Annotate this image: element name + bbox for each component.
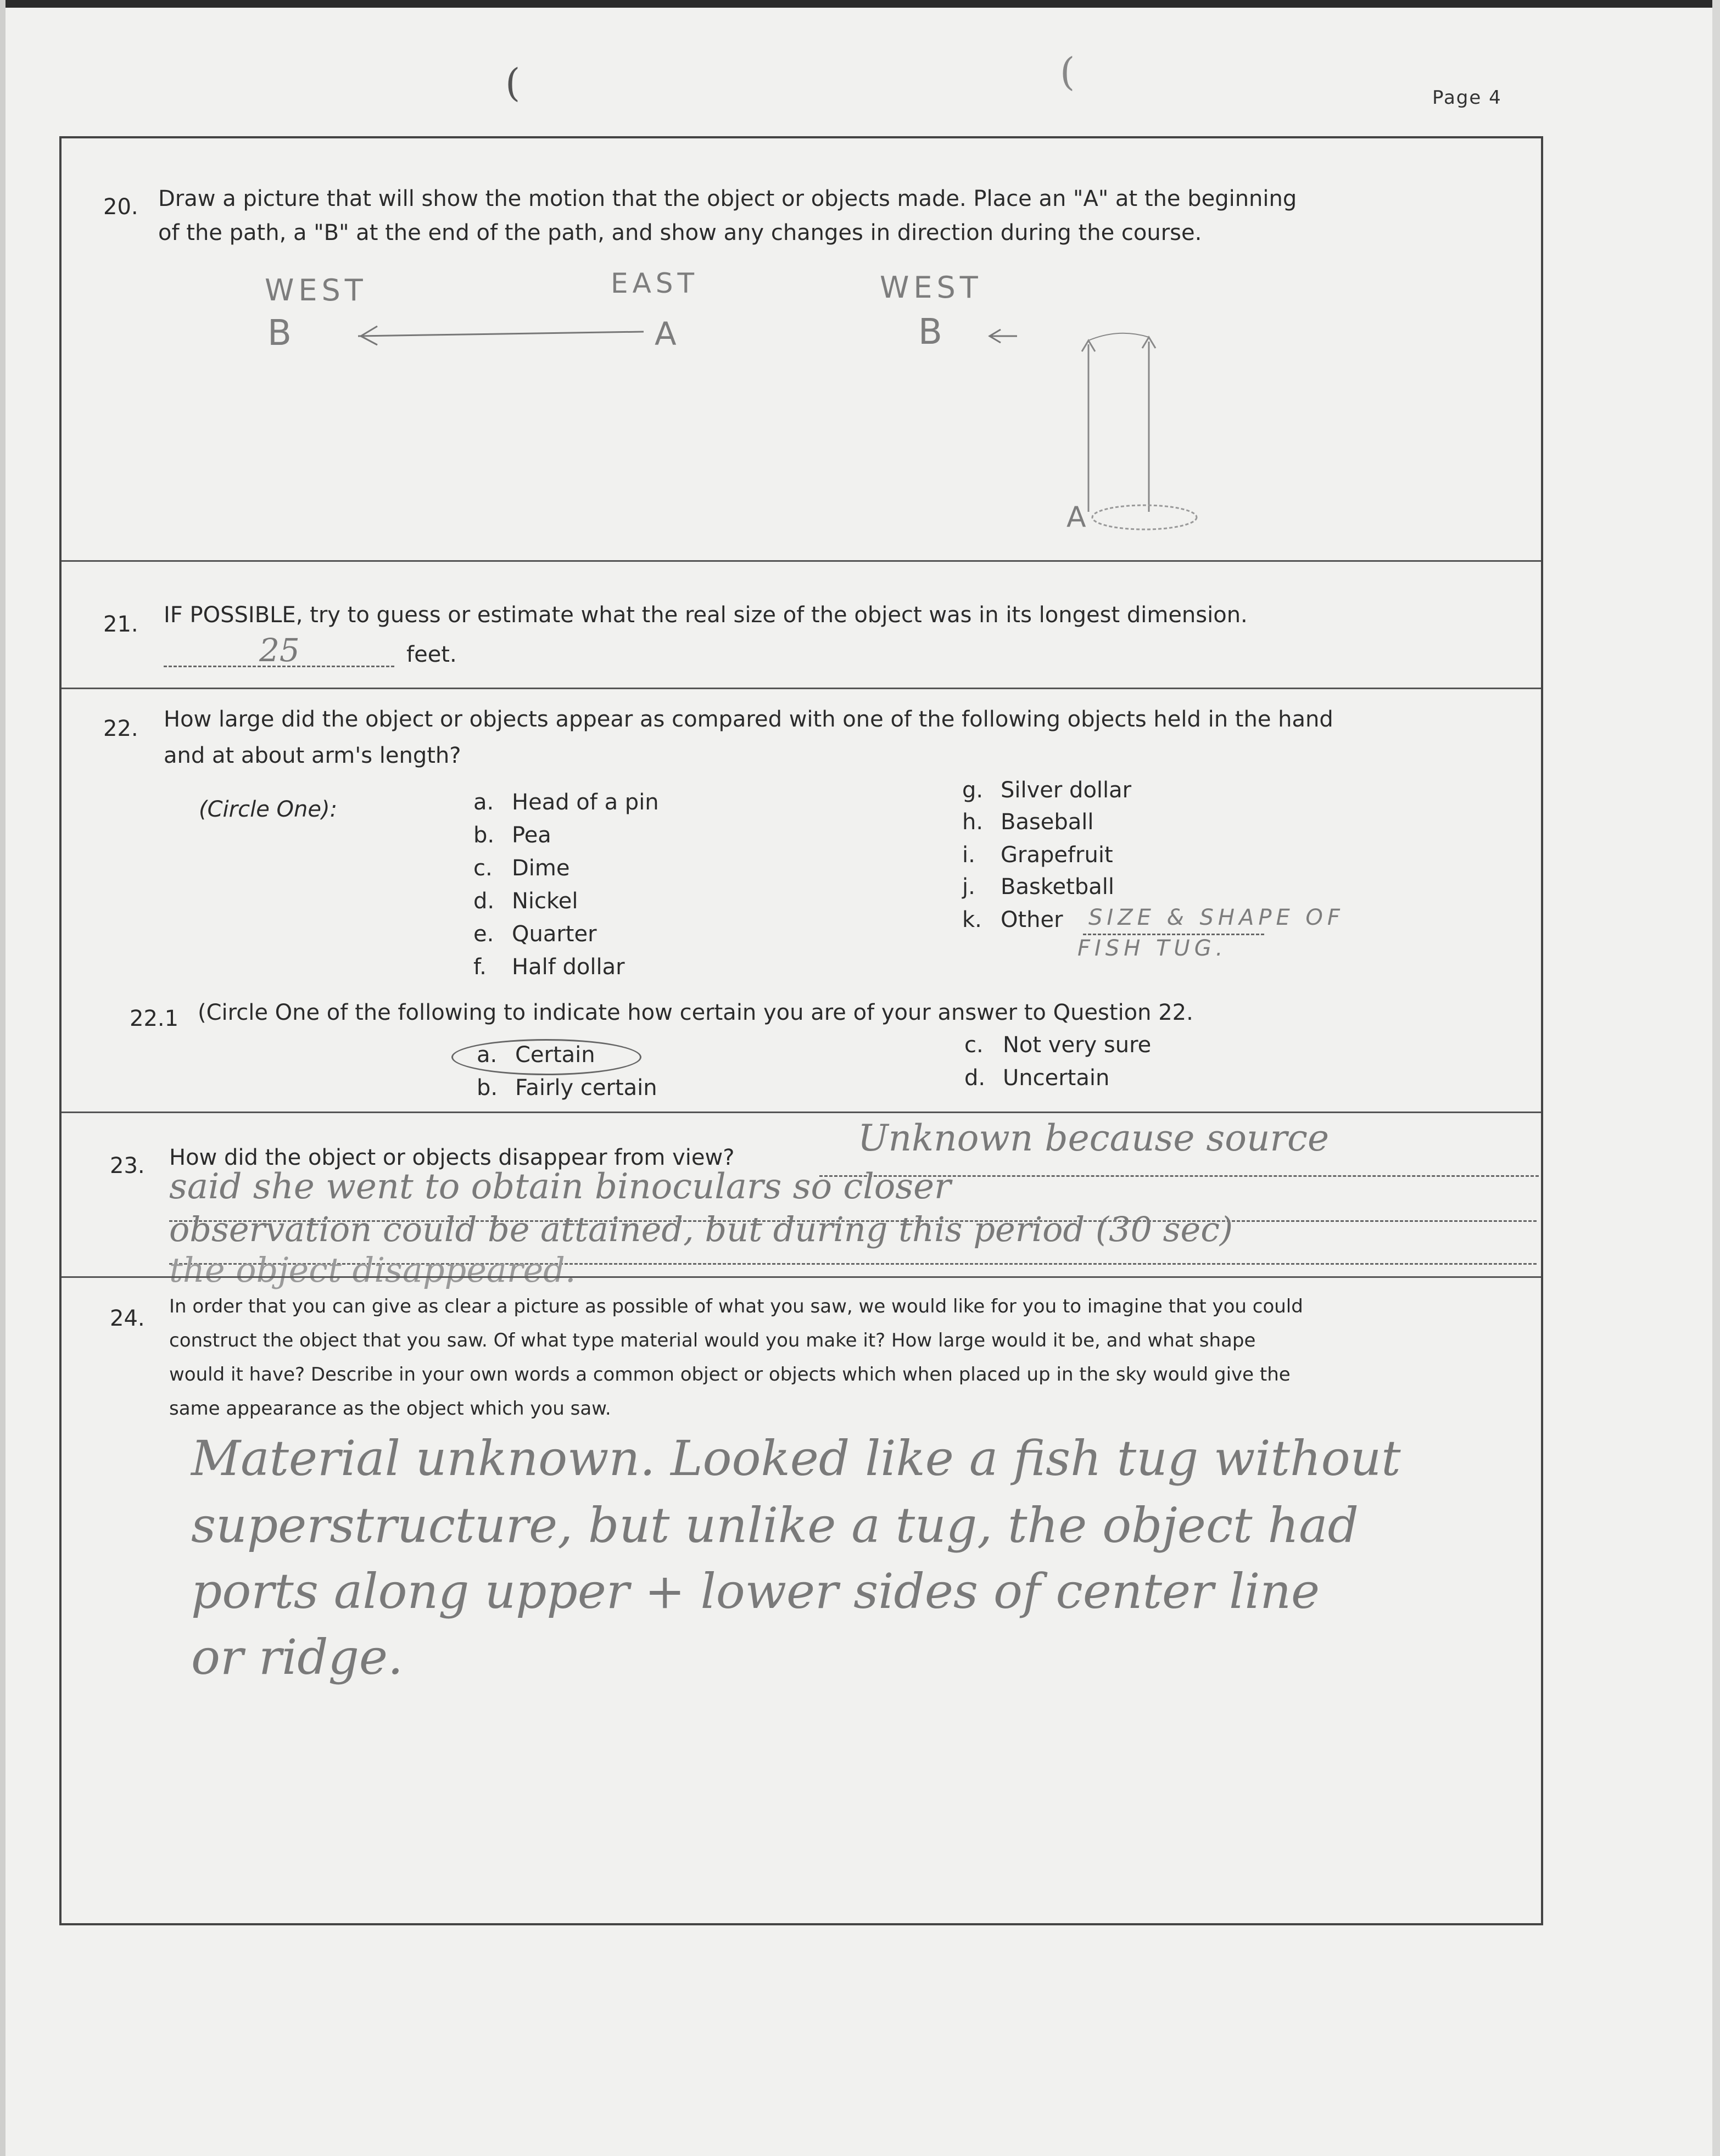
q21-text: IF POSSIBLE, try to guess or estimate what the real size of the object was in its longest dimension. [164, 602, 1248, 628]
q22-other-underline [1083, 934, 1264, 935]
q23-number: 23. [110, 1153, 145, 1178]
q22-circle-one: (Circle One): [199, 797, 338, 822]
q22-option-h[interactable]: h. Baseball [962, 809, 1094, 835]
q22-option-g[interactable]: g. Silver dollar [962, 778, 1132, 803]
q20-motion-sketch [62, 138, 1545, 578]
q22-1-option-d[interactable]: d. Uncertain [964, 1065, 1110, 1091]
q24-text-line1: In order that you can give as clear a picture as possible of what you saw, we would like for you to imagine that you could [169, 1295, 1303, 1317]
page-number: Page 4 [1432, 87, 1502, 109]
q22-option-b[interactable]: b. Pea [473, 823, 551, 848]
paren-mark-left: ( [505, 60, 521, 105]
sketch-label-east: EAST [611, 267, 699, 299]
q21-number: 21. [103, 612, 138, 637]
q22-option-a[interactable]: a. Head of a pin [473, 790, 659, 815]
q24-text-line2: construct the object that you saw. Of what type material would you make it? How large would it be, and what shape [169, 1330, 1256, 1351]
q23-answer-line3: observation could be attained, but during this period (30 sec) [169, 1209, 1233, 1249]
q22-number: 22. [103, 716, 138, 741]
q22-option-j[interactable]: j. Basketball [962, 874, 1114, 900]
q24-answer-line2: superstructure, but unlike a tug, the object had [191, 1497, 1359, 1554]
q23-text: How did the object or objects disappear from view? [169, 1145, 735, 1170]
q21-unit: feet. [406, 642, 457, 667]
questionnaire-form [59, 136, 1543, 1925]
divider-21-22 [62, 688, 1541, 689]
sketch-point-a-2: A [1066, 501, 1091, 534]
scan-top-edge [0, 0, 1720, 8]
q22-1-option-c[interactable]: c. Not very sure [964, 1032, 1152, 1058]
q20-number: 20. [103, 194, 138, 220]
sketch-label-west-2: WEST [880, 270, 982, 305]
q24-answer-line4: or ridge. [191, 1629, 403, 1685]
q22-option-e[interactable]: e. Quarter [473, 921, 597, 947]
q23-answer-line2: said she went to obtain binoculars so closer [169, 1166, 951, 1207]
q24-answer-line1: Material unknown. Looked like a fish tug without [191, 1430, 1401, 1487]
q22-option-c[interactable]: c. Dime [473, 856, 570, 881]
q22-1-number: 22.1 [130, 1006, 179, 1031]
q22-1-option-b[interactable]: b. Fairly certain [477, 1075, 657, 1101]
q22-1-option-a[interactable]: a. Certain [477, 1042, 595, 1068]
q24-answer-line3: ports along upper + lower sides of center line [191, 1563, 1320, 1619]
scan-right-edge [1712, 0, 1720, 2156]
q23-answer-line4: the object disappeared. [169, 1250, 576, 1290]
q22-option-k[interactable]: k. Other [962, 907, 1063, 932]
divider-22-23 [62, 1111, 1541, 1113]
sketch-point-b-1: B [267, 313, 296, 354]
q24-number: 24. [110, 1306, 145, 1331]
q21-answer: 25 [259, 632, 300, 669]
sketch-label-west-1: WEST [265, 273, 367, 308]
q22-1-text: (Circle One of the following to indicate how certain you are of your answer to Question 22. [198, 1000, 1193, 1025]
q22-option-f[interactable]: f. Half dollar [473, 954, 625, 980]
paren-mark-right: ( [1060, 49, 1075, 94]
q20-text-line2: of the path, a "B" at the end of the path, and show any changes in direction during the course. [158, 220, 1202, 245]
q22-other-answer-line2: FISH TUG. [1077, 936, 1227, 961]
q24-text-line3: would it have? Describe in your own words a common object or objects which when placed up in the sky would give the [169, 1364, 1291, 1386]
divider-20-21 [62, 560, 1541, 562]
sketch-point-a-1: A [655, 315, 681, 353]
sketch-point-b-2: B [918, 312, 947, 353]
q22-option-i[interactable]: i. Grapefruit [962, 842, 1113, 868]
q20-text-line1: Draw a picture that will show the motion that the object or objects made. Place an "A" at the beginning [158, 186, 1297, 211]
q22-other-answer-line1: SIZE & SHAPE OF [1088, 905, 1344, 930]
q22-text-line2: and at about arm's length? [164, 743, 461, 768]
q22-text-line1: How large did the object or objects appear as compared with one of the following objects held in the hand [164, 707, 1333, 732]
divider-23-24 [62, 1276, 1541, 1278]
q23-answer-line1: Unknown because source [858, 1117, 1330, 1159]
scan-left-edge [0, 0, 5, 2156]
q24-text-line4: same appearance as the object which you saw. [169, 1398, 611, 1420]
q22-option-d[interactable]: d. Nickel [473, 889, 578, 914]
